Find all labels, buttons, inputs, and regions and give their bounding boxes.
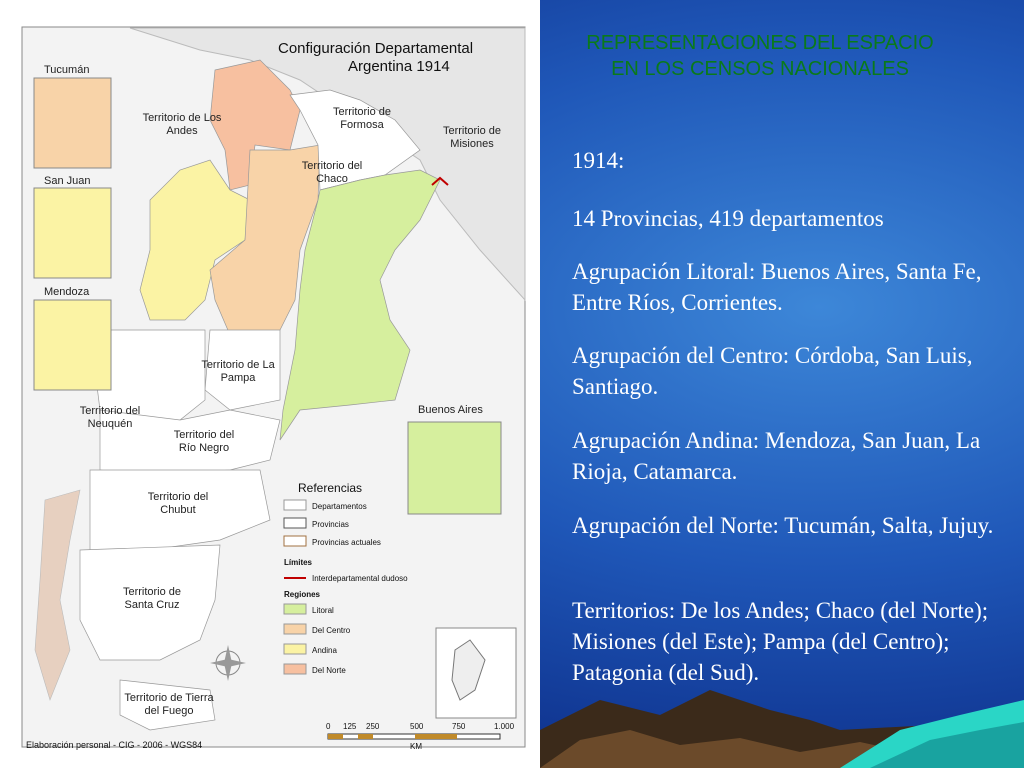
legend-item-limit: Interdepartamental dudoso	[312, 574, 408, 583]
scale-tick-750: 750	[452, 722, 466, 731]
legend-region-norte: Del Norte	[312, 666, 346, 675]
label-chaco: Territorio del Chaco	[301, 160, 363, 185]
text-line-centro: Agrupación del Centro: Córdoba, San Luis, Santiago.	[572, 343, 973, 399]
legend-region-andina: Andina	[312, 646, 337, 655]
map-credit: Elaboración personal - CIG - 2006 - WGS84	[26, 740, 203, 750]
label-los-andes: Territorio de Los Andes	[142, 112, 222, 137]
inset-label-tucuman: Tucumán	[44, 64, 90, 76]
year-label: 1914:	[572, 148, 625, 173]
legend-regions-title: Regiones	[284, 590, 321, 599]
inset-label-mendoza: Mendoza	[44, 286, 90, 298]
text-line-litoral: Agrupación Litoral: Buenos Aires, Santa Fe, Entre Ríos, Corrientes.	[572, 259, 982, 315]
label-neuquen: Territorio del Neuquén	[79, 405, 141, 430]
scale-unit: KM	[410, 742, 422, 751]
legend-limits-title: Límites	[284, 558, 313, 567]
legend-region-centro: Del Centro	[312, 626, 351, 635]
text-line-provinces: 14 Provincias, 419 departamentos	[572, 206, 884, 231]
label-formosa: Territorio de Formosa	[332, 106, 392, 131]
label-misiones: Territorio de Misiones	[442, 125, 502, 150]
map-title-line1: Configuración Departamental	[278, 40, 474, 57]
legend-item-provincias: Provincias	[312, 520, 349, 529]
label-la-pampa: Territorio de La Pampa	[201, 359, 275, 384]
label-santa-cruz: Territorio de Santa Cruz	[122, 586, 182, 611]
map-title-line2: Argentina 1914	[348, 58, 450, 75]
text-line-andina: Agrupación Andina: Mendoza, San Juan, La Rioja, Catamarca.	[572, 428, 981, 484]
legend-item-departamentos: Departamentos	[312, 502, 367, 511]
scale-tick-500: 500	[410, 722, 424, 731]
legend-item-provincias-actuales: Provincias actuales	[312, 538, 381, 547]
legend-region-litoral: Litoral	[312, 606, 334, 615]
map-title	[278, 40, 518, 76]
text-line-norte: Agrupación del Norte: Tucumán, Salta, Jujuy.	[572, 513, 994, 538]
text-line-territorios: Territorios: De los Andes; Chaco (del Norte); Misiones (del Este); Pampa (del Centro); Patagonia (del Sud).	[572, 598, 989, 685]
legend-title: Referencias	[298, 481, 363, 495]
inset-label-san-juan: San Juan	[44, 175, 91, 187]
slide-title: REPRESENTACIONES DEL ESPACIO EN LOS CENSOS NACIONALES	[586, 32, 934, 80]
scale-tick-0: 0	[326, 722, 331, 731]
scale-tick-250: 250	[366, 722, 380, 731]
label-chubut: Territorio del Chubut	[147, 491, 209, 516]
scale-tick-125: 125	[343, 722, 357, 731]
label-tierra-del-fuego: Territorio de Tierra del Fuego	[124, 692, 214, 717]
scale-tick-1000: 1.000	[494, 722, 515, 731]
inset-label-buenos-aires: Buenos Aires	[418, 404, 483, 416]
label-rio-negro: Territorio del Río Negro	[173, 429, 235, 454]
